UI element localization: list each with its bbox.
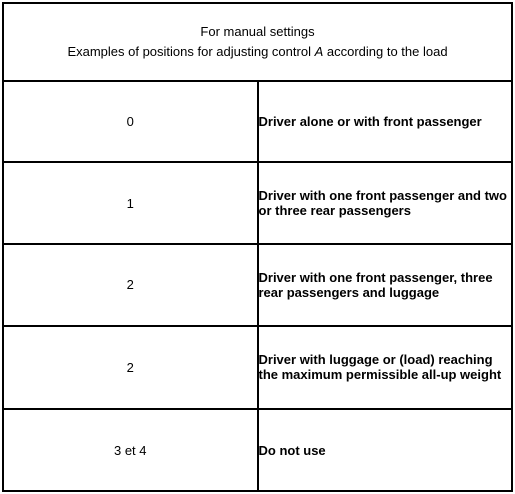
description-cell: Driver with luggage or (load) reaching the maximum permissible all-up weight [258, 326, 513, 410]
table-row [3, 244, 512, 326]
header-subtitle-suffix: according to the load [323, 43, 448, 59]
table-header-row [3, 3, 512, 81]
description-cell: Driver alone or with front passenger [258, 81, 513, 163]
header-subtitle-prefix: Examples of positions for adjusting control [67, 43, 315, 59]
table-row [3, 162, 512, 244]
description-cell: Driver with one front passenger and two or three rear passengers [258, 162, 513, 244]
position-cell: 2 [3, 244, 258, 326]
load-settings-table [2, 2, 513, 492]
header-subtitle [4, 42, 511, 62]
table-row [3, 326, 512, 410]
header-title: For manual settings [200, 23, 315, 39]
table-header [3, 3, 512, 81]
table-row [3, 81, 512, 163]
position-cell: 3 et 4 [3, 409, 258, 491]
position-cell: 1 [3, 162, 258, 244]
description-cell: Do not use [258, 409, 513, 491]
description-cell: Driver with one front passenger, three rear passengers and luggage [258, 244, 513, 326]
position-cell: 0 [3, 81, 258, 163]
header-subtitle-control: A [314, 43, 324, 59]
table-row [3, 409, 512, 491]
position-cell: 2 [3, 326, 258, 410]
